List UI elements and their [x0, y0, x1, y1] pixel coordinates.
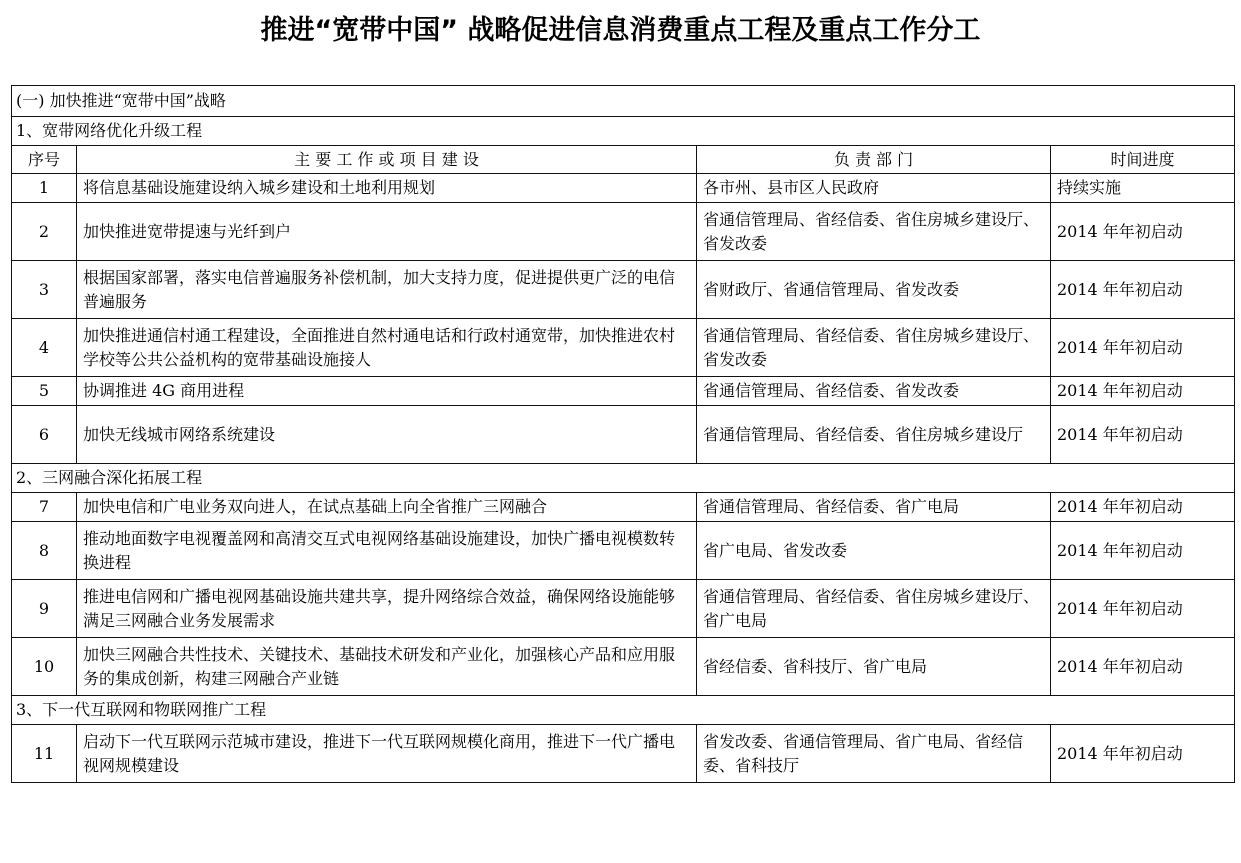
- group-heading: 3、下一代互联网和物联网推广工程: [12, 696, 1235, 725]
- table-row: [12, 638, 1235, 696]
- table-row: [12, 377, 1235, 406]
- row-number: 10: [12, 638, 77, 696]
- group-heading: 2、三网融合深化拓展工程: [12, 464, 1235, 493]
- row-time: 2014 年年初启动: [1051, 203, 1235, 261]
- table-row: [12, 319, 1235, 377]
- row-time: 2014 年年初启动: [1051, 406, 1235, 464]
- row-time: 2014 年年初启动: [1051, 725, 1235, 783]
- column-header: 主 要 工 作 或 项 目 建 设: [77, 146, 697, 174]
- row-dept: 省财政厅、省通信管理局、省发改委: [697, 261, 1051, 319]
- row-task: 加快三网融合共性技术、关键技术、基础技术研发和产业化，加强核心产品和应用服务的集成创新，构建三网融合产业链: [77, 638, 697, 696]
- group-heading-row: [12, 464, 1235, 493]
- row-time: 2014 年年初启动: [1051, 638, 1235, 696]
- row-task: 推动地面数字电视覆盖网和高清交互式电视网络基础设施建设，加快广播电视模数转换进程: [77, 522, 697, 580]
- row-task: 根据国家部署，落实电信普遍服务补偿机制，加大支持力度，促进提供更广泛的电信普遍服务: [77, 261, 697, 319]
- row-number: 4: [12, 319, 77, 377]
- table-row: [12, 725, 1235, 783]
- column-header: 负 责 部 门: [697, 146, 1051, 174]
- section-heading-row: [12, 86, 1235, 117]
- row-time: 2014 年年初启动: [1051, 319, 1235, 377]
- task-table: [11, 85, 1235, 783]
- table-row: [12, 203, 1235, 261]
- row-time: 持续实施: [1051, 174, 1235, 203]
- row-number: 6: [12, 406, 77, 464]
- row-number: 7: [12, 493, 77, 522]
- row-dept: 各市州、县市区人民政府: [697, 174, 1051, 203]
- group-heading-row: [12, 696, 1235, 725]
- row-number: 11: [12, 725, 77, 783]
- row-dept: 省广电局、省发改委: [697, 522, 1051, 580]
- table-row: [12, 580, 1235, 638]
- row-time: 2014 年年初启动: [1051, 493, 1235, 522]
- row-dept: 省通信管理局、省经信委、省发改委: [697, 377, 1051, 406]
- row-task: 协调推进 4G 商用进程: [77, 377, 697, 406]
- row-dept: 省通信管理局、省经信委、省住房城乡建设厅、省广电局: [697, 580, 1051, 638]
- table-row: [12, 174, 1235, 203]
- column-header-row: [12, 146, 1235, 174]
- column-header: 序号: [12, 146, 77, 174]
- table-row: [12, 493, 1235, 522]
- section-heading: (一) 加快推进“宽带中国”战略: [12, 86, 1235, 117]
- row-task: 启动下一代互联网示范城市建设，推进下一代互联网规模化商用，推进下一代广播电视网规模建设: [77, 725, 697, 783]
- table-row: [12, 261, 1235, 319]
- row-task: 推进电信网和广播电视网基础设施共建共享，提升网络综合效益，确保网络设施能够满足三网融合业务发展需求: [77, 580, 697, 638]
- row-dept: 省通信管理局、省经信委、省住房城乡建设厅、省发改委: [697, 319, 1051, 377]
- row-time: 2014 年年初启动: [1051, 580, 1235, 638]
- row-task: 加快电信和广电业务双向进人，在试点基础上向全省推广三网融合: [77, 493, 697, 522]
- row-number: 3: [12, 261, 77, 319]
- row-time: 2014 年年初启动: [1051, 261, 1235, 319]
- row-task: 加快无线城市网络系统建设: [77, 406, 697, 464]
- row-task: 将信息基础设施建设纳入城乡建设和土地利用规划: [77, 174, 697, 203]
- row-task: 加快推进宽带提速与光纤到户: [77, 203, 697, 261]
- row-dept: 省经信委、省科技厅、省广电局: [697, 638, 1051, 696]
- row-time: 2014 年年初启动: [1051, 377, 1235, 406]
- column-header: 时间进度: [1051, 146, 1235, 174]
- row-number: 8: [12, 522, 77, 580]
- row-dept: 省通信管理局、省经信委、省广电局: [697, 493, 1051, 522]
- row-number: 2: [12, 203, 77, 261]
- row-dept: 省通信管理局、省经信委、省住房城乡建设厅、省发改委: [697, 203, 1051, 261]
- table-row: [12, 522, 1235, 580]
- group-heading-row: [12, 117, 1235, 146]
- row-number: 9: [12, 580, 77, 638]
- table-row: [12, 406, 1235, 464]
- row-dept: 省发改委、省通信管理局、省广电局、省经信委、省科技厅: [697, 725, 1051, 783]
- row-number: 1: [12, 174, 77, 203]
- group-heading: 1、宽带网络优化升级工程: [12, 117, 1235, 146]
- row-number: 5: [12, 377, 77, 406]
- row-time: 2014 年年初启动: [1051, 522, 1235, 580]
- row-task: 加快推进通信村通工程建设，全面推进自然村通电话和行政村通宽带，加快推进农村学校等公共公益机构的宽带基础设施接人: [77, 319, 697, 377]
- row-dept: 省通信管理局、省经信委、省住房城乡建设厅: [697, 406, 1051, 464]
- document-title: 推进“宽带中国” 战略促进信息消费重点工程及重点工作分工: [260, 15, 981, 46]
